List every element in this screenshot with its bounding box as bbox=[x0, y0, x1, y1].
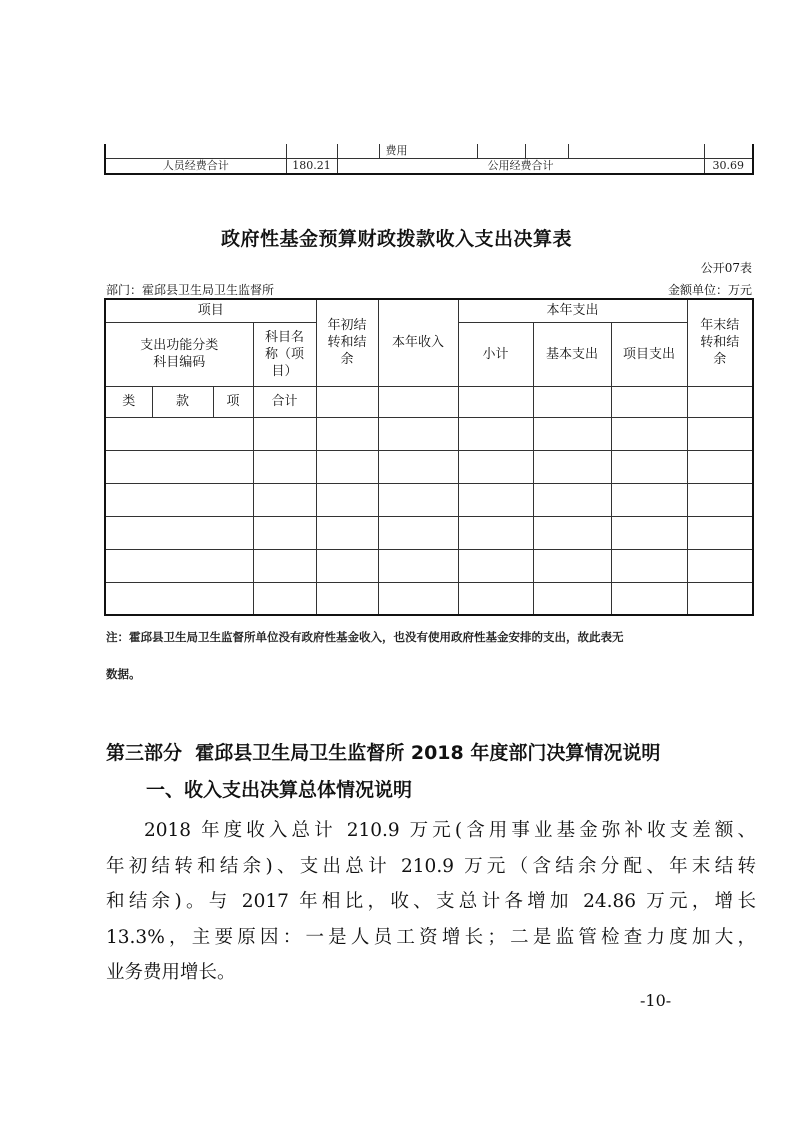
header-total: 合计 bbox=[253, 386, 316, 417]
empty-cell bbox=[458, 386, 533, 417]
personnel-total-value: 180.21 bbox=[286, 159, 337, 175]
header-text: 科目名 bbox=[265, 329, 305, 345]
header-kuan: 款 bbox=[152, 386, 213, 417]
header-row-3 bbox=[105, 386, 753, 417]
header-subject-name bbox=[253, 322, 316, 386]
table-cell bbox=[316, 549, 378, 582]
table-cell bbox=[378, 483, 458, 516]
body-line: 和结余)。与 2017 年相比，收、支总计各增加 24.86 万元，增长 bbox=[106, 891, 756, 912]
header-expense: 本年支出 bbox=[458, 299, 687, 322]
table-cell bbox=[611, 483, 687, 516]
header-row-1 bbox=[105, 299, 753, 322]
table-note-line-1: 注：霍邱县卫生局卫生监督所单位没有政府性基金收入，也没有使用政府性基金安排的支出，故此表无 bbox=[106, 630, 624, 644]
header-text: 转和结 bbox=[700, 335, 740, 351]
table-cell bbox=[253, 450, 316, 483]
table-cell bbox=[253, 549, 316, 582]
header-end-balance bbox=[687, 299, 753, 386]
fragment-total-row bbox=[105, 159, 753, 175]
table-title: 政府性基金预算财政拨款收入支出决算表 bbox=[220, 228, 572, 250]
table-cell bbox=[533, 450, 611, 483]
empty-cell bbox=[533, 386, 611, 417]
body-line: 年初结转和结余)、支出总计 210.9 万元（含结余分配、年末结转 bbox=[106, 855, 756, 877]
fragment-row bbox=[105, 144, 753, 159]
table-number: 公开07表 bbox=[700, 261, 752, 275]
section-subheading: 一、收入支出决算总体情况说明 bbox=[146, 779, 413, 801]
table-cell bbox=[687, 549, 753, 582]
table-cell bbox=[105, 516, 253, 549]
table-row bbox=[105, 582, 753, 615]
table-cell bbox=[687, 516, 753, 549]
fragment-cell bbox=[704, 144, 753, 159]
personnel-total-label: 人员经费合计 bbox=[105, 159, 286, 175]
fragment-cell bbox=[568, 144, 704, 159]
header-text: 目） bbox=[271, 363, 298, 379]
table-cell bbox=[533, 582, 611, 615]
header-text: 余 bbox=[340, 352, 354, 368]
header-income: 本年收入 bbox=[378, 299, 458, 386]
gov-fund-budget-table bbox=[104, 298, 754, 616]
header-item: 项目 bbox=[105, 299, 316, 322]
amount-unit-label: 金额单位：万元 bbox=[667, 283, 752, 297]
header-text: 年初结 bbox=[327, 318, 367, 334]
table-cell bbox=[378, 549, 458, 582]
table-cell bbox=[316, 483, 378, 516]
table-cell bbox=[458, 516, 533, 549]
header-text: 支出功能分类 bbox=[140, 338, 219, 353]
table-cell bbox=[378, 582, 458, 615]
table-cell bbox=[378, 450, 458, 483]
table-cell bbox=[378, 417, 458, 450]
table-cell bbox=[611, 450, 687, 483]
header-text: 余 bbox=[713, 352, 727, 368]
empty-cell bbox=[316, 386, 378, 417]
table-cell bbox=[533, 516, 611, 549]
table-cell bbox=[611, 549, 687, 582]
table-cell bbox=[316, 450, 378, 483]
header-lei: 类 bbox=[105, 386, 152, 417]
table-row bbox=[105, 417, 753, 450]
table-cell bbox=[687, 450, 753, 483]
table-cell bbox=[611, 417, 687, 450]
table-cell bbox=[458, 450, 533, 483]
table-cell bbox=[253, 516, 316, 549]
table-cell bbox=[458, 549, 533, 582]
table-cell bbox=[687, 417, 753, 450]
table-row bbox=[105, 450, 753, 483]
fragment-cell bbox=[286, 144, 337, 159]
table-row bbox=[105, 549, 753, 582]
header-text: 科目编码 bbox=[153, 355, 206, 370]
empty-cell bbox=[687, 386, 753, 417]
section-body bbox=[106, 813, 756, 991]
table-cell bbox=[378, 516, 458, 549]
table-cell bbox=[687, 582, 753, 615]
header-text: 年末结 bbox=[700, 318, 740, 334]
empty-cell bbox=[611, 386, 687, 417]
header-func-class bbox=[105, 322, 253, 386]
fragment-cell bbox=[477, 144, 525, 159]
fragment-cell-fee: 费用 bbox=[379, 144, 477, 159]
body-line: 业务费用增长。 bbox=[106, 962, 236, 983]
table-cell bbox=[316, 516, 378, 549]
table-cell bbox=[253, 417, 316, 450]
table-cell bbox=[611, 582, 687, 615]
table-cell bbox=[611, 516, 687, 549]
body-line: 13.3%，主要原因：一是人员工资增长；二是监管检查力度加大， bbox=[106, 926, 756, 948]
table-cell bbox=[253, 582, 316, 615]
fragment-cell bbox=[525, 144, 568, 159]
table-cell bbox=[458, 417, 533, 450]
section-heading: 第三部分 霍邱县卫生局卫生监督所 2018 年度部门决算情况说明 bbox=[106, 742, 661, 764]
header-subtotal: 小计 bbox=[458, 322, 533, 386]
fragment-cell bbox=[337, 144, 379, 159]
table-cell bbox=[105, 582, 253, 615]
table-cell bbox=[533, 549, 611, 582]
body-line: 2018 年度收入总计 210.9 万元(含用事业基金弥补收支差额、 bbox=[144, 820, 756, 841]
table-cell bbox=[458, 582, 533, 615]
header-text: 称（项 bbox=[265, 346, 305, 362]
table-cell bbox=[687, 483, 753, 516]
page-number: -10- bbox=[640, 991, 672, 1010]
table-row bbox=[105, 483, 753, 516]
fragment-cell bbox=[105, 144, 286, 159]
table-cell bbox=[533, 417, 611, 450]
table-cell bbox=[316, 417, 378, 450]
header-begin-balance bbox=[316, 299, 378, 386]
header-project-expense: 项目支出 bbox=[611, 322, 687, 386]
expense-summary-table-fragment bbox=[104, 144, 754, 175]
table-cell bbox=[458, 483, 533, 516]
table-note-line-2: 数据。 bbox=[106, 667, 141, 681]
public-total-value: 30.69 bbox=[704, 159, 753, 175]
public-total-label: 公用经费合计 bbox=[337, 159, 704, 175]
table-cell bbox=[533, 483, 611, 516]
table-cell bbox=[105, 483, 253, 516]
header-basic-expense: 基本支出 bbox=[533, 322, 611, 386]
header-xiang: 项 bbox=[213, 386, 253, 417]
table-cell bbox=[316, 582, 378, 615]
empty-cell bbox=[378, 386, 458, 417]
table-cell bbox=[105, 450, 253, 483]
header-text: 转和结 bbox=[327, 335, 367, 351]
department-label: 部门：霍邱县卫生局卫生监督所 bbox=[106, 283, 275, 297]
table-cell bbox=[253, 483, 316, 516]
table-row bbox=[105, 516, 753, 549]
table-cell bbox=[105, 549, 253, 582]
table-cell bbox=[105, 417, 253, 450]
